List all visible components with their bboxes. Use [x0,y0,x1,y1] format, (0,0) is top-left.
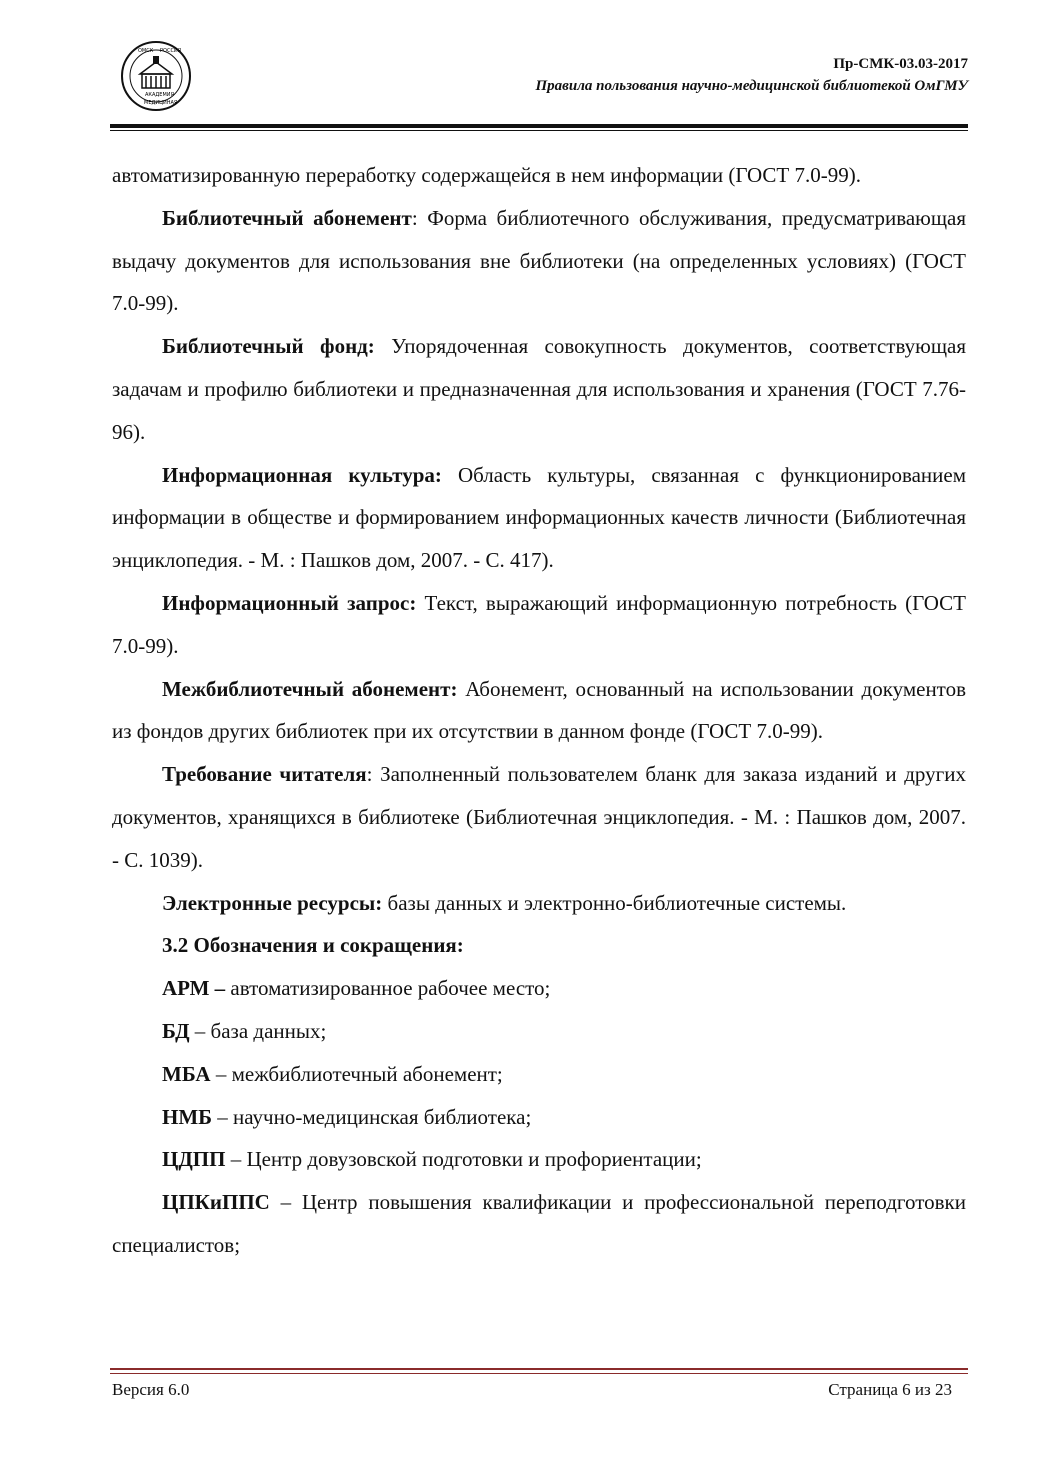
abbreviation: ЦПКиППС [162,1190,270,1215]
abbreviation-meaning: – база данных; [189,1018,327,1043]
abbreviation-item [112,1096,966,1139]
svg-text:ОМСК: ОМСК [138,48,154,54]
definition-paragraph [112,454,966,582]
abbreviation: АРМ – [162,976,226,1001]
footer-rule [110,1368,968,1370]
svg-text:МЕДИЦИНАЯ: МЕДИЦИНАЯ [144,100,178,106]
term: Библиотечный абонемент [162,205,412,230]
abbreviation-item [112,1010,966,1053]
abbreviation-item [112,1053,966,1096]
definition: базы данных и электронно-библиотечные системы. [382,890,847,915]
definition-paragraph [112,582,966,668]
term: Межбиблиотечный абонемент: [162,676,458,701]
abbreviation-meaning: – межбиблиотечный абонемент; [210,1061,503,1086]
term: Информационная культура: [162,462,442,487]
definition-paragraph [112,668,966,754]
paragraph: автоматизированную переработку содержащейся в нем информации (ГОСТ 7.0-99). [112,163,861,187]
abbreviation-meaning: – научно-медицинская библиотека; [212,1104,532,1129]
abbreviation: МБА [162,1061,211,1086]
definition-paragraph [112,197,966,325]
svg-text:АКАДЕМИЯ: АКАДЕМИЯ [145,92,174,98]
definition: Упорядоченная совокупность документов, соответствующая задачам и профилю библиотеки и предназначенная для использования и хранения (ГОСТ 7.76-96). [112,334,966,444]
definition: : Форма библиотечного обслуживания, предусматривающая выдачу документов для использования вне библиотеки (на определенных условиях) (ГОСТ 7.0-99). [112,205,966,316]
abbreviation: БД [162,1018,190,1043]
term: Электронные ресурсы: [162,890,383,915]
term: Информационный запрос: [162,590,417,615]
term: Библиотечный фонд: [162,334,375,359]
footer-rule-thin [110,1373,968,1374]
abbreviation-item [112,1138,966,1181]
section-heading: 3.2 Обозначения и сокращения: [162,933,464,958]
page-number: Страница 6 из 23 [828,1380,952,1399]
abbreviation: НМБ [162,1104,213,1129]
svg-text:РОССИЯ: РОССИЯ [160,48,182,54]
definition: Текст, выражающий информационную потребность (ГОСТ 7.0-99). [112,590,967,658]
definition-paragraph [112,882,966,925]
abbreviation-meaning: автоматизированное рабочее место; [225,976,551,1001]
abbreviation: ЦДПП [162,1147,226,1172]
academy-logo-icon [120,40,192,112]
version-label: Версия 6.0 [112,1380,190,1399]
abbreviation-item [112,967,966,1010]
definition-paragraph [112,325,966,453]
term: Требование читателя [162,762,367,787]
definition-paragraph [112,753,966,881]
header-rule [110,124,968,128]
abbreviation-meaning: – Центр довузовской подготовки и профориентации; [225,1147,702,1172]
header-rule-thin [110,130,968,131]
document-code: Пр-СМК-03.03-2017 [833,56,968,72]
definition: Область культуры, связанная с функционированием информации в обществе и формированием информационных качеств личности (Библиотечная энциклопедия. - М. : Пашков дом, 2007. - С. 417). [112,462,966,573]
abbreviation-item [112,1181,966,1267]
definition: : Заполненный пользователем бланк для заказа изданий и других документов, хранящихся в библиотеке (Библиотечная энциклопедия. - М. : Пашков дом, 2007. - С. 1039). [112,762,966,872]
abbreviation-meaning: – Центр повышения квалификации и профессиональной переподготовки специалистов; [112,1190,966,1257]
definition: Абонемент, основанный на использовании документов из фондов других библиотек при их отсутствии в данном фонде (ГОСТ 7.0-99). [112,676,966,744]
document-title: Правила пользования научно-медицинской библиотекой ОмГМУ [535,78,968,94]
document-body [112,154,966,1267]
